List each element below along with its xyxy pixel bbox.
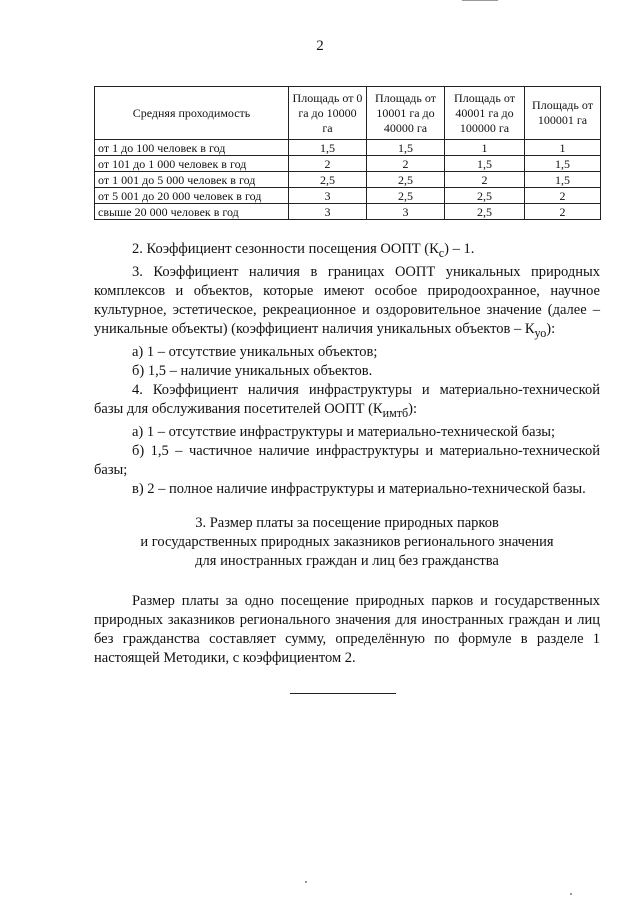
table-header-row xyxy=(95,87,601,140)
scan-speck xyxy=(570,893,572,895)
table-cell: 2,5 xyxy=(367,188,445,204)
table-cell: 2,5 xyxy=(367,172,445,188)
row-label: от 1 до 100 человек в год xyxy=(95,140,289,156)
page-number: 2 xyxy=(316,38,324,54)
closing-rule xyxy=(290,693,396,694)
paragraph-infrastructure: 4. Коэффициент наличия инфраструктуры и материально-технической базы для обслуживания посетителей ООПТ $(К_{имтб})$: xyxy=(94,381,600,420)
row-label: от 101 до 1 000 человек в год xyxy=(95,156,289,172)
heading-line: и государственных природных заказников регионального значения xyxy=(140,534,554,550)
table-cell: 1,5 xyxy=(445,156,525,172)
table-row xyxy=(95,156,601,172)
list-item: а) 1 – отсутствие инфраструктуры и материально-технической базы; xyxy=(132,423,556,440)
section-3-heading xyxy=(94,514,600,571)
table-cell: 2,5 xyxy=(445,204,525,220)
list-item: б) 1,5 – частичное наличие инфраструктуры и материально-технической базы; xyxy=(94,442,600,478)
table-cell: 2 xyxy=(445,172,525,188)
list-item: а) 1 – отсутствие уникальных объектов; xyxy=(132,343,378,360)
header-cell: Площадь от 100001 га xyxy=(525,87,601,140)
table-cell: 3 xyxy=(289,188,367,204)
row-label: свыше 20 000 человек в год xyxy=(95,204,289,220)
table-row xyxy=(95,188,601,204)
table-cell: 1,5 xyxy=(525,172,601,188)
row-label: от 5 001 до 20 000 человек в год xyxy=(95,188,289,204)
table-row xyxy=(95,140,601,156)
heading-line: 3. Размер платы за посещение природных парков xyxy=(195,515,499,531)
paragraph-seasonality: 2. Коэффициент сезонности посещения ООПТ $(К_с) - 1$. xyxy=(132,241,475,260)
table-cell: 1 xyxy=(525,140,601,156)
table-cell: 2 xyxy=(289,156,367,172)
header-cell: Площадь от 10001 га до 40000 га xyxy=(367,87,445,140)
table-cell: 1 xyxy=(445,140,525,156)
table-cell: 1,5 xyxy=(367,140,445,156)
top-edge-mark xyxy=(462,0,498,1)
table-cell: 2 xyxy=(525,204,601,220)
table-cell: 2 xyxy=(525,188,601,204)
table-row xyxy=(95,204,601,220)
paragraph-unique-objects: 3. Коэффициент наличия в границах ООПТ уникальных природных комплексов и объектов, которые имеют особое природоохранное, научное культурное, эстетическое, рекреационное и оздоровительное значение (далее – уникальные объекты) (коэффициент наличия уникальных объектов – $К_{уо}$): xyxy=(94,263,600,340)
row-label: от 1 001 до 5 000 человек в год xyxy=(95,172,289,188)
header-cell: Площадь от 0 га до 10000 га xyxy=(289,87,367,140)
table-cell: 2,5 xyxy=(289,172,367,188)
header-cell: Средняя проходимость xyxy=(95,87,289,140)
table-row xyxy=(95,172,601,188)
paragraph-foreign-visitors: Размер платы за одно посещение природных парков и государственных природных заказников регионального значения для иностранных граждан и лиц без гражданства составляет сумму, определённую по формуле в разделе 1 настоящей Методики, с коэффициентом 2. xyxy=(94,593,600,666)
scan-speck xyxy=(305,881,307,883)
section-3-body xyxy=(94,592,600,668)
table-cell: 2,5 xyxy=(445,188,525,204)
table-cell: 1,5 xyxy=(289,140,367,156)
coefficients-text xyxy=(94,240,600,499)
table-cell: 2 xyxy=(367,156,445,172)
table-cell: 3 xyxy=(367,204,445,220)
list-item: в) 2 – полное наличие инфраструктуры и материально-технической базы. xyxy=(132,480,586,497)
table-cell: 1,5 xyxy=(525,156,601,172)
list-item: б) 1,5 – наличие уникальных объектов. xyxy=(132,362,373,379)
coefficient-table xyxy=(94,86,601,220)
table-cell: 3 xyxy=(289,204,367,220)
header-cell: Площадь от 40001 га до 100000 га xyxy=(445,87,525,140)
heading-line: для иностранных граждан и лиц без гражданства xyxy=(195,553,499,569)
